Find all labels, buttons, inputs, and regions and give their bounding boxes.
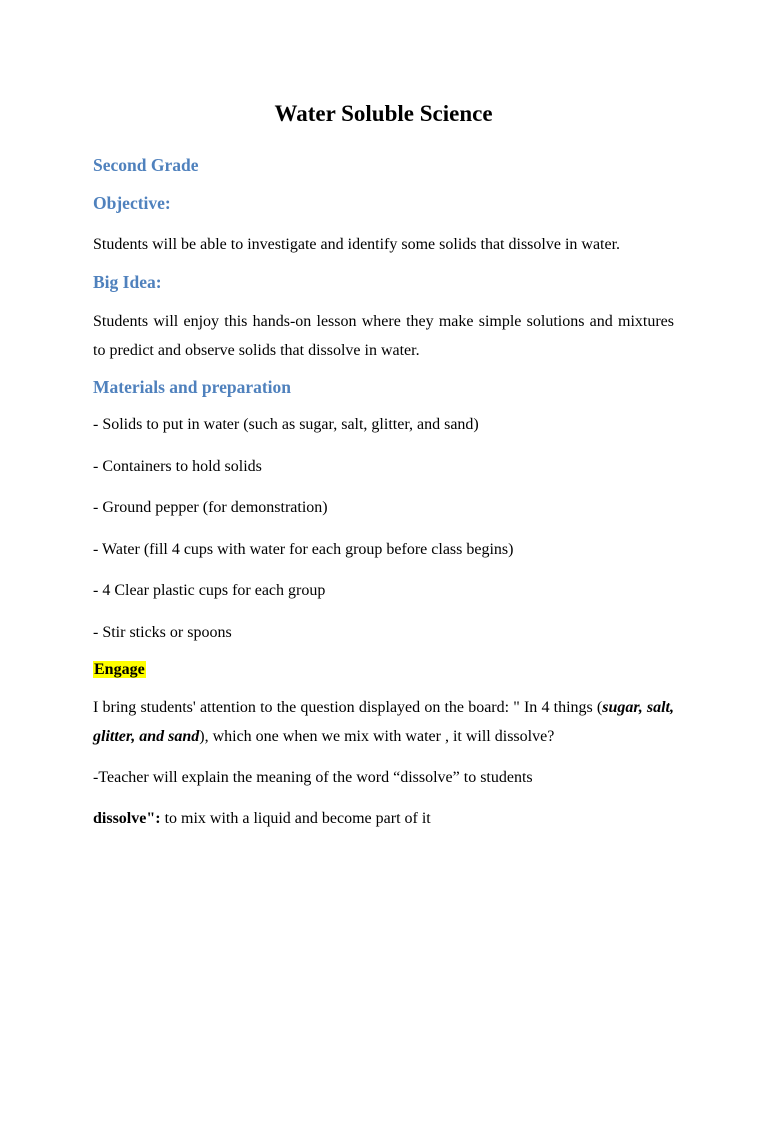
definition <box>93 804 674 833</box>
engage-emphasis: sugar, salt, glitter, and sand <box>93 699 675 745</box>
big-idea-text: Students will enjoy this hands-on lesson where they make simple solutions and mixtures to predict and observe solids that dissolve in water. <box>93 313 674 359</box>
list-item: - Ground pepper (for demonstration) <box>93 499 328 516</box>
big-idea-heading: Big Idea: <box>93 272 162 292</box>
engage-text-before: I bring students' attention to the question displayed on the board: " In 4 things ( <box>93 699 603 716</box>
page-title: Water Soluble Science <box>274 101 493 126</box>
definition-term: dissolve": <box>93 810 161 827</box>
engage-heading: Engage <box>94 661 145 678</box>
list-item: - Containers to hold solids <box>93 457 262 475</box>
list-item: - Stir sticks or spoons <box>93 623 232 641</box>
objective-text: Students will be able to investigate and identify some solids that dissolve in water. <box>93 236 621 253</box>
engage-question <box>93 693 674 751</box>
teacher-note: -Teacher will explain the meaning of the word “dissolve” to students <box>93 769 533 786</box>
grade-heading: Second Grade <box>93 155 199 175</box>
materials-list <box>93 410 674 647</box>
engage-heading-wrap <box>93 659 674 681</box>
document-page <box>0 100 768 1124</box>
definition-text: to mix with a liquid and become part of it <box>160 810 431 827</box>
list-item: - Water (fill 4 cups with water for each group before class begins) <box>93 540 514 558</box>
objective-heading: Objective: <box>93 193 171 213</box>
engage-text-after: ), which one when we mix with water , it will dissolve? <box>199 728 555 745</box>
list-item: - Solids to put in water (such as sugar, salt, glitter, and sand) <box>93 416 479 433</box>
materials-heading: Materials and preparation <box>93 377 292 397</box>
list-item: - 4 Clear plastic cups for each group <box>93 582 326 599</box>
